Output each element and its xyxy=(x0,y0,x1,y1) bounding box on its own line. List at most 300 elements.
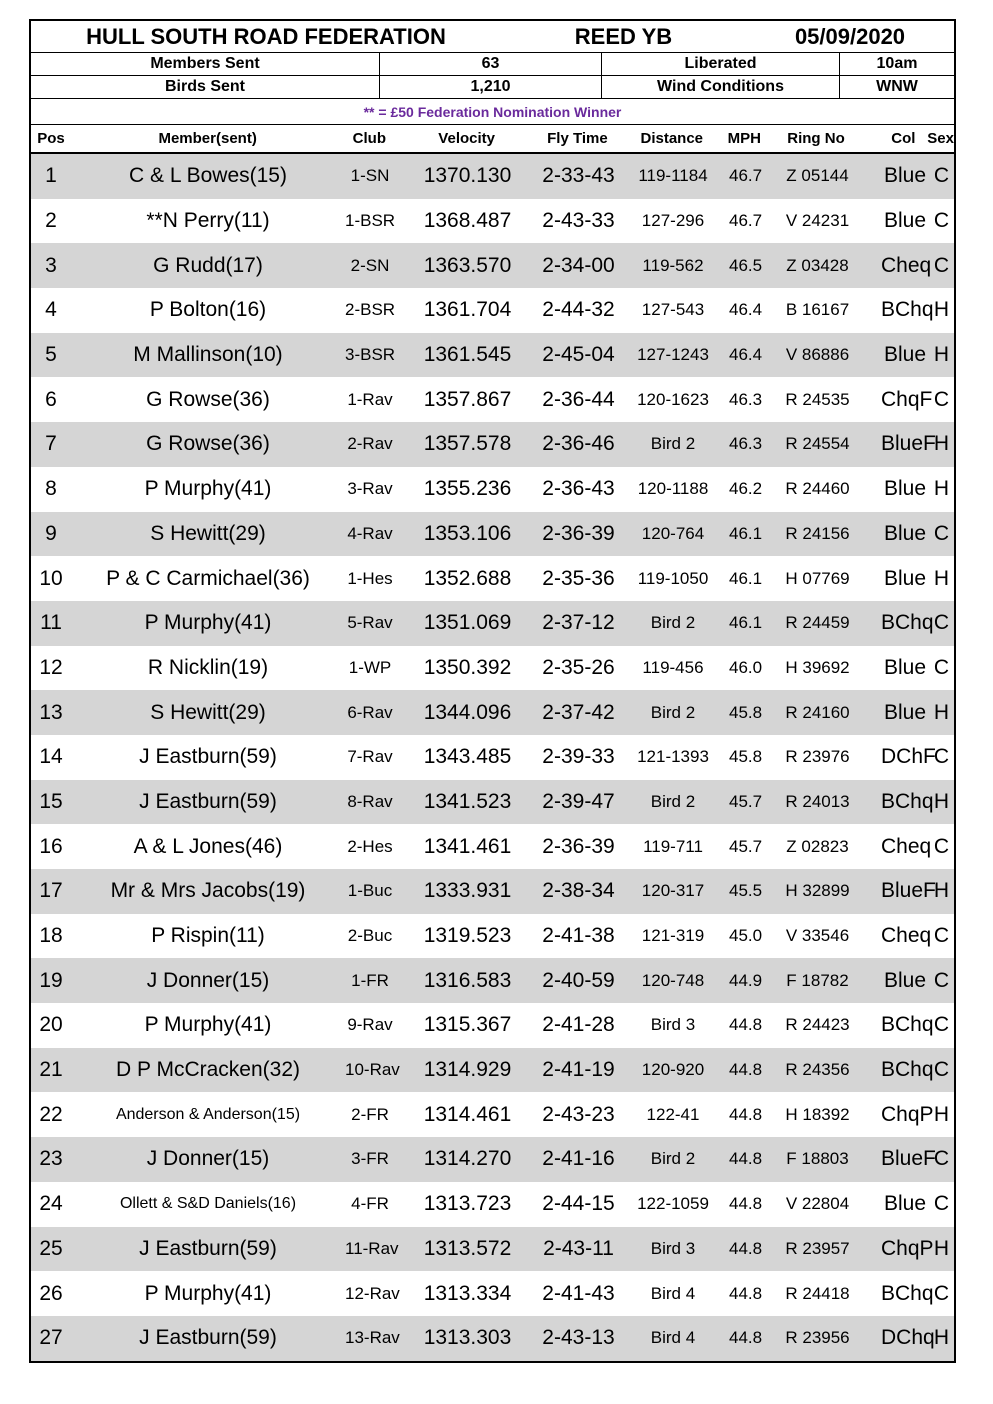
table-row xyxy=(31,199,954,244)
cell-mph: 46.2 xyxy=(729,479,763,499)
cell-mph: 45.7 xyxy=(729,836,763,856)
table-row xyxy=(31,1048,954,1093)
cell-pos: 6 xyxy=(45,387,57,411)
cell-distance: 121-319 xyxy=(641,926,705,946)
cell-distance: 119-711 xyxy=(643,836,703,856)
cell-velocity: 1316.583 xyxy=(423,968,512,992)
cell-ring-no: R 24156 xyxy=(785,523,850,543)
cell-velocity: 1343.485 xyxy=(423,745,512,769)
cell-member: Mr & Mrs Jacobs(19) xyxy=(110,879,306,903)
results-table-body xyxy=(31,154,954,1361)
cell-fly-time: 2-43-33 xyxy=(542,209,615,233)
cell-member: J Donner(15) xyxy=(146,1147,270,1171)
cell-sex: C xyxy=(933,209,950,233)
cell-mph: 46.1 xyxy=(729,613,763,633)
cell-pos: 25 xyxy=(39,1236,63,1260)
cell-velocity: 1313.572 xyxy=(423,1236,512,1260)
cell-distance: Bird 4 xyxy=(650,1328,696,1348)
cell-fly-time: 2-39-33 xyxy=(542,745,615,769)
cell-colour: DChq xyxy=(881,1326,935,1350)
cell-sex: C xyxy=(933,1147,950,1171)
birds-sent-label: Birds Sent xyxy=(31,76,380,98)
cell-club: 4-Rav xyxy=(347,523,393,543)
cell-fly-time: 2-41-28 xyxy=(542,1013,615,1037)
info-row-birds xyxy=(31,76,954,99)
cell-ring-no: R 23976 xyxy=(785,747,850,767)
cell-fly-time: 2-44-32 xyxy=(542,298,615,322)
cell-ring-no: Z 02823 xyxy=(786,836,849,856)
cell-sex: H xyxy=(933,343,950,367)
cell-colour: Blue xyxy=(883,209,927,233)
col-fly-time: Fly Time xyxy=(547,130,608,147)
cell-velocity: 1313.723 xyxy=(423,1192,512,1216)
cell-colour: Blue xyxy=(883,521,927,545)
cell-distance: 120-764 xyxy=(641,523,705,543)
col-club: Club xyxy=(352,130,386,147)
table-row xyxy=(31,1182,954,1227)
cell-velocity: 1333.931 xyxy=(423,879,512,903)
cell-club: 1-SN xyxy=(350,166,390,186)
cell-velocity: 1351.069 xyxy=(423,611,512,635)
cell-colour: Cheq xyxy=(881,253,932,277)
cell-sex: C xyxy=(933,253,950,277)
cell-sex: H xyxy=(933,1236,950,1260)
cell-club: 1-Hes xyxy=(347,568,393,588)
table-row xyxy=(31,824,954,869)
cell-mph: 45.5 xyxy=(729,881,763,901)
table-row xyxy=(31,1137,954,1182)
cell-fly-time: 2-35-26 xyxy=(542,655,615,679)
cell-velocity: 1313.334 xyxy=(423,1281,512,1305)
cell-distance: Bird 2 xyxy=(650,434,696,454)
cell-mph: 45.0 xyxy=(729,926,763,946)
cell-distance: 127-296 xyxy=(641,211,705,231)
cell-colour: ChqP xyxy=(881,1236,934,1260)
cell-fly-time: 2-36-43 xyxy=(542,477,615,501)
cell-mph: 46.7 xyxy=(729,166,763,186)
cell-fly-time: 2-33-43 xyxy=(542,164,615,188)
cell-pos: 15 xyxy=(39,789,63,813)
cell-colour: BChq xyxy=(881,298,934,322)
cell-member: A & L Jones(46) xyxy=(133,834,283,858)
cell-club: 1-WP xyxy=(348,657,392,677)
cell-ring-no: Z 05144 xyxy=(786,166,849,186)
cell-pos: 21 xyxy=(39,1058,63,1082)
cell-ring-no: V 22804 xyxy=(785,1194,850,1214)
column-header-row xyxy=(31,125,954,154)
cell-colour: BlueF xyxy=(881,879,936,903)
cell-colour: BlueF xyxy=(881,1147,936,1171)
cell-distance: Bird 3 xyxy=(650,1238,696,1258)
cell-member: **N Perry(11) xyxy=(146,209,270,233)
cell-sex: C xyxy=(933,1192,950,1216)
cell-mph: 44.8 xyxy=(729,1238,763,1258)
cell-fly-time: 2-41-16 xyxy=(542,1147,615,1171)
cell-ring-no: R 24423 xyxy=(785,1015,850,1035)
cell-mph: 44.8 xyxy=(729,1015,763,1035)
cell-club: 11-Rav xyxy=(345,1238,399,1258)
cell-pos: 12 xyxy=(39,655,63,679)
cell-pos: 3 xyxy=(45,253,57,277)
cell-fly-time: 2-44-15 xyxy=(542,1192,615,1216)
cell-club: 3-BSR xyxy=(345,345,396,365)
cell-colour: BlueF xyxy=(881,432,936,456)
cell-sex: H xyxy=(933,1326,950,1350)
cell-colour: Blue xyxy=(883,343,927,367)
cell-sex: C xyxy=(933,1013,950,1037)
cell-member: S Hewitt(29) xyxy=(150,521,266,545)
cell-pos: 22 xyxy=(39,1102,63,1126)
cell-club: 4-FR xyxy=(351,1194,389,1214)
cell-club: 2-Buc xyxy=(347,926,393,946)
cell-sex: H xyxy=(933,879,950,903)
cell-ring-no: R 24554 xyxy=(785,434,850,454)
col-colour: Col xyxy=(891,130,916,147)
cell-mph: 44.8 xyxy=(729,1149,763,1169)
cell-sex: C xyxy=(933,655,950,679)
cell-club: 3-Rav xyxy=(347,479,393,499)
cell-member: P Rispin(11) xyxy=(151,924,265,948)
cell-ring-no: R 24460 xyxy=(785,479,850,499)
cell-mph: 44.9 xyxy=(729,970,763,990)
cell-velocity: 1341.523 xyxy=(423,789,512,813)
cell-sex: H xyxy=(933,1102,950,1126)
cell-fly-time: 2-41-38 xyxy=(542,924,615,948)
cell-club: 8-Rav xyxy=(347,791,393,811)
cell-velocity: 1315.367 xyxy=(423,1013,512,1037)
cell-mph: 45.8 xyxy=(729,747,763,767)
table-row xyxy=(31,243,954,288)
cell-distance: 120-920 xyxy=(641,1060,705,1080)
cell-fly-time: 2-43-11 xyxy=(543,1236,614,1260)
nomination-note: ** = £50 Federation Nomination Winner xyxy=(31,99,954,125)
race-name: REED YB xyxy=(574,23,673,49)
cell-club: 2-BSR xyxy=(345,300,396,320)
cell-club: 13-Rav xyxy=(345,1328,400,1348)
col-mph: MPH xyxy=(727,130,761,147)
cell-member: P & C Carmichael(36) xyxy=(106,566,310,590)
cell-pos: 24 xyxy=(39,1192,63,1216)
cell-pos: 23 xyxy=(39,1147,63,1171)
cell-fly-time: 2-37-42 xyxy=(542,700,615,724)
cell-ring-no: R 24356 xyxy=(785,1060,850,1080)
cell-sex: H xyxy=(933,700,950,724)
cell-ring-no: R 23957 xyxy=(785,1238,850,1258)
cell-fly-time: 2-36-39 xyxy=(542,834,615,858)
wind-value: WNW xyxy=(876,78,918,95)
cell-velocity: 1314.270 xyxy=(423,1147,512,1171)
cell-velocity: 1357.867 xyxy=(423,387,512,411)
cell-distance: 127-1243 xyxy=(637,345,709,365)
cell-pos: 5 xyxy=(45,343,57,367)
cell-club: 6-Rav xyxy=(347,702,393,722)
cell-member: D P McCracken(32) xyxy=(116,1058,300,1082)
cell-member: Ollett & S&D Daniels(16) xyxy=(119,1195,297,1213)
cell-fly-time: 2-40-59 xyxy=(542,968,615,992)
cell-fly-time: 2-36-46 xyxy=(542,432,615,456)
cell-distance: 120-748 xyxy=(641,970,705,990)
table-row xyxy=(31,154,954,199)
cell-mph: 45.8 xyxy=(729,702,763,722)
cell-colour: BChq xyxy=(881,1013,934,1037)
cell-pos: 9 xyxy=(45,521,57,545)
cell-fly-time: 2-34-00 xyxy=(542,253,615,277)
cell-pos: 18 xyxy=(39,924,63,948)
cell-member: G Rowse(36) xyxy=(146,387,270,411)
cell-member: G Rowse(36) xyxy=(146,432,270,456)
cell-mph: 46.1 xyxy=(729,523,763,543)
cell-colour: ChqP xyxy=(881,1102,934,1126)
cell-club: 10-Rav xyxy=(345,1060,400,1080)
cell-club: 3-FR xyxy=(351,1149,389,1169)
cell-distance: 127-543 xyxy=(641,300,705,320)
table-row xyxy=(31,914,954,959)
cell-mph: 44.8 xyxy=(729,1283,763,1303)
cell-fly-time: 2-36-44 xyxy=(542,387,615,411)
cell-ring-no: V 24231 xyxy=(785,211,850,231)
cell-velocity: 1314.461 xyxy=(423,1102,512,1126)
cell-fly-time: 2-41-19 xyxy=(542,1058,615,1082)
cell-velocity: 1357.578 xyxy=(423,432,512,456)
cell-ring-no: R 24013 xyxy=(785,791,850,811)
col-distance: Distance xyxy=(640,130,704,147)
cell-club: 7-Rav xyxy=(347,747,393,767)
cell-ring-no: R 24160 xyxy=(785,702,850,722)
cell-distance: Bird 3 xyxy=(650,1015,696,1035)
table-row xyxy=(31,869,954,914)
table-row xyxy=(31,512,954,557)
cell-sex: H xyxy=(933,566,950,590)
cell-member: P Bolton(16) xyxy=(149,298,267,322)
cell-velocity: 1355.236 xyxy=(423,477,512,501)
cell-ring-no: H 39692 xyxy=(785,657,850,677)
cell-distance: Bird 2 xyxy=(650,1149,696,1169)
cell-velocity: 1313.303 xyxy=(423,1326,512,1350)
cell-fly-time: 2-41-43 xyxy=(542,1281,615,1305)
cell-fly-time: 2-43-13 xyxy=(542,1326,615,1350)
cell-velocity: 1352.688 xyxy=(423,566,512,590)
cell-pos: 20 xyxy=(39,1013,63,1037)
table-row xyxy=(31,958,954,1003)
table-row xyxy=(31,780,954,825)
cell-member: G Rudd(17) xyxy=(153,253,263,277)
cell-member: M Mallinson(10) xyxy=(133,343,283,367)
cell-member: S Hewitt(29) xyxy=(150,700,266,724)
cell-distance: 119-1184 xyxy=(638,166,708,186)
cell-club: 9-Rav xyxy=(347,1015,393,1035)
cell-sex: C xyxy=(933,521,950,545)
cell-mph: 44.8 xyxy=(729,1060,763,1080)
cell-velocity: 1344.096 xyxy=(423,700,512,724)
cell-pos: 4 xyxy=(45,298,57,322)
cell-fly-time: 2-37-12 xyxy=(542,611,615,635)
cell-ring-no: V 86886 xyxy=(785,345,850,365)
cell-distance: Bird 4 xyxy=(650,1283,696,1303)
cell-colour: BChq xyxy=(881,1281,934,1305)
cell-ring-no: R 24418 xyxy=(785,1283,850,1303)
cell-velocity: 1314.929 xyxy=(423,1058,512,1082)
cell-colour: ChqF xyxy=(881,387,933,411)
table-row xyxy=(31,735,954,780)
cell-sex: C xyxy=(933,834,950,858)
cell-velocity: 1370.130 xyxy=(423,164,512,188)
cell-mph: 46.3 xyxy=(729,389,763,409)
cell-colour: Blue xyxy=(883,655,927,679)
cell-distance: 120-1623 xyxy=(637,389,709,409)
title-row xyxy=(31,21,954,53)
table-row xyxy=(31,690,954,735)
cell-member: P Murphy(41) xyxy=(144,1013,272,1037)
cell-ring-no: H 07769 xyxy=(785,568,850,588)
cell-pos: 13 xyxy=(39,700,63,724)
cell-velocity: 1353.106 xyxy=(423,521,512,545)
cell-ring-no: R 24459 xyxy=(785,613,850,633)
cell-pos: 1 xyxy=(45,164,57,188)
cell-member: J Eastburn(59) xyxy=(139,1236,277,1260)
cell-mph: 45.7 xyxy=(729,791,763,811)
cell-distance: 119-456 xyxy=(642,657,704,677)
cell-sex: H xyxy=(933,789,950,813)
cell-colour: Blue xyxy=(883,164,927,188)
cell-sex: H xyxy=(933,477,950,501)
col-pos: Pos xyxy=(37,130,65,147)
table-row xyxy=(31,1003,954,1048)
cell-ring-no: F 18803 xyxy=(786,1149,849,1169)
cell-mph: 44.8 xyxy=(729,1104,763,1124)
cell-mph: 46.3 xyxy=(729,434,763,454)
cell-ring-no: F 18782 xyxy=(786,970,849,990)
cell-member: R Nicklin(19) xyxy=(147,655,269,679)
cell-club: 1-Buc xyxy=(347,881,393,901)
table-row xyxy=(31,467,954,512)
birds-sent-value: 1,210 xyxy=(380,76,602,98)
table-row xyxy=(31,422,954,467)
table-row xyxy=(31,333,954,378)
cell-ring-no: R 24535 xyxy=(785,389,850,409)
cell-member: P Murphy(41) xyxy=(144,1281,272,1305)
cell-colour: Cheq xyxy=(881,834,932,858)
cell-member: J Eastburn(59) xyxy=(139,1326,277,1350)
liberated-value: 10am xyxy=(876,55,918,72)
wind-label: Wind Conditions xyxy=(602,76,840,98)
cell-distance: 122-1059 xyxy=(637,1194,709,1214)
cell-velocity: 1350.392 xyxy=(423,655,512,679)
cell-club: 1-FR xyxy=(351,970,389,990)
cell-colour: Blue xyxy=(883,700,927,724)
col-member: Member(sent) xyxy=(158,130,257,147)
table-row xyxy=(31,288,954,333)
cell-pos: 10 xyxy=(39,566,63,590)
table-row xyxy=(31,1092,954,1137)
cell-pos: 27 xyxy=(39,1326,63,1350)
info-row-members xyxy=(31,53,954,76)
cell-club: 2-Rav xyxy=(347,434,393,454)
cell-sex: C xyxy=(933,164,950,188)
cell-fly-time: 2-45-04 xyxy=(542,343,615,367)
cell-member: P Murphy(41) xyxy=(144,611,272,635)
cell-fly-time: 2-38-34 xyxy=(542,879,615,903)
table-row xyxy=(31,1271,954,1316)
cell-distance: 120-1188 xyxy=(637,479,709,499)
cell-mph: 44.8 xyxy=(729,1194,763,1214)
cell-velocity: 1319.523 xyxy=(423,924,512,948)
table-row xyxy=(31,1227,954,1272)
cell-velocity: 1361.545 xyxy=(423,343,512,367)
cell-ring-no: B 16167 xyxy=(785,300,850,320)
cell-club: 2-FR xyxy=(351,1104,389,1124)
cell-mph: 46.4 xyxy=(729,300,763,320)
cell-pos: 14 xyxy=(39,745,63,769)
cell-sex: C xyxy=(933,611,950,635)
table-row xyxy=(31,556,954,601)
cell-velocity: 1341.461 xyxy=(423,834,512,858)
table-row xyxy=(31,646,954,691)
cell-club: 1-Rav xyxy=(347,389,393,409)
col-velocity: Velocity xyxy=(438,130,495,147)
cell-colour: BChq xyxy=(881,611,934,635)
cell-distance: 120-317 xyxy=(641,881,705,901)
cell-colour: BChq xyxy=(881,789,934,813)
cell-fly-time: 2-35-36 xyxy=(542,566,615,590)
table-row xyxy=(31,377,954,422)
cell-distance: 119-562 xyxy=(642,255,704,275)
cell-pos: 17 xyxy=(39,879,63,903)
cell-mph: 46.4 xyxy=(729,345,763,365)
cell-member: J Donner(15) xyxy=(146,968,270,992)
table-row xyxy=(31,601,954,646)
cell-ring-no: H 18392 xyxy=(785,1104,850,1124)
cell-fly-time: 2-36-39 xyxy=(542,521,615,545)
cell-velocity: 1368.487 xyxy=(423,209,512,233)
cell-ring-no: V 33546 xyxy=(785,926,850,946)
cell-colour: Blue xyxy=(883,566,927,590)
cell-ring-no: Z 03428 xyxy=(786,255,849,275)
col-ring-no: Ring No xyxy=(787,130,845,147)
cell-colour: BChq xyxy=(881,1058,934,1082)
cell-pos: 7 xyxy=(45,432,57,456)
cell-mph: 44.8 xyxy=(729,1328,763,1348)
cell-colour: Blue xyxy=(883,968,927,992)
cell-sex: C xyxy=(933,1058,950,1082)
cell-mph: 46.5 xyxy=(729,255,763,275)
cell-sex: C xyxy=(933,924,950,948)
cell-sex: C xyxy=(933,968,950,992)
cell-distance: Bird 2 xyxy=(650,613,696,633)
cell-club: 2-SN xyxy=(350,255,390,275)
cell-distance: Bird 2 xyxy=(650,702,696,722)
members-sent-label: Members Sent xyxy=(31,53,380,75)
cell-mph: 46.1 xyxy=(729,568,763,588)
table-row xyxy=(31,1316,954,1361)
cell-sex: C xyxy=(933,745,950,769)
cell-club: 1-BSR xyxy=(345,211,396,231)
cell-pos: 2 xyxy=(45,209,57,233)
cell-member: C & L Bowes(15) xyxy=(129,164,287,188)
cell-ring-no: R 23956 xyxy=(785,1328,850,1348)
cell-colour: Blue xyxy=(883,1192,927,1216)
cell-pos: 19 xyxy=(39,968,63,992)
cell-ring-no: H 32899 xyxy=(785,881,850,901)
cell-club: 12-Rav xyxy=(345,1283,400,1303)
cell-fly-time: 2-43-23 xyxy=(542,1102,615,1126)
cell-member: Anderson & Anderson(15) xyxy=(115,1105,301,1123)
cell-pos: 26 xyxy=(39,1281,63,1305)
cell-pos: 16 xyxy=(39,834,63,858)
cell-club: 5-Rav xyxy=(347,613,393,633)
cell-colour: Blue xyxy=(883,477,927,501)
cell-velocity: 1361.704 xyxy=(423,298,512,322)
cell-colour: DChF xyxy=(881,745,936,769)
